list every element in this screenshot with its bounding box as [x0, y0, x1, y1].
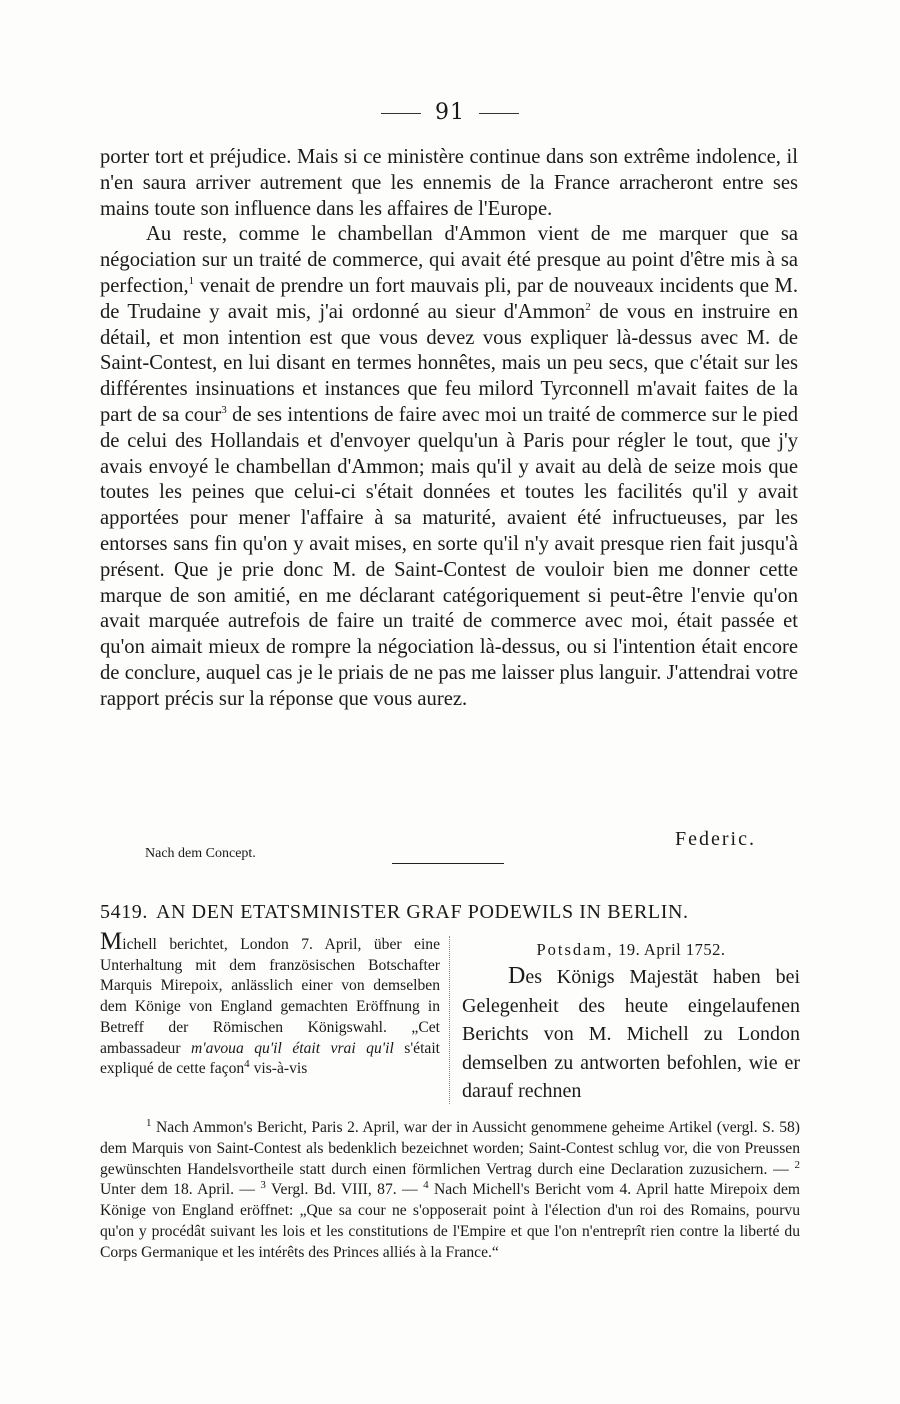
- footnote-ref-2: 2: [585, 300, 591, 313]
- document-title: AN DEN ETATSMINISTER GRAF PODEWILS IN BERLIN.: [156, 901, 689, 923]
- letter-dateline: [462, 938, 800, 962]
- header-dash-left: [381, 113, 421, 114]
- summary-text-3: vis-à-vis: [249, 1060, 308, 1078]
- main-text: [100, 145, 798, 713]
- letter-column: [462, 938, 800, 1106]
- summary-column: [100, 928, 440, 1080]
- summary-text-2: s'était expliqué de cette façon: [100, 1039, 440, 1078]
- main-paragraph-2-part-3: de vous en instruire en détail, et mon intention est que vous devez vous expliquer là-dessus avec M. de Saint-Contest, en lui disant en termes honnêtes, mais un peu secs, que c'était sur les différentes insinuations et instances que feu milord Tyrconnell m'avait faites de la part de sa cour: [100, 300, 799, 426]
- column-divider: [449, 936, 450, 1104]
- letter-initial: D: [508, 963, 526, 989]
- footnote-marker-1: 1: [146, 1116, 152, 1129]
- document-number: 5419.: [100, 901, 148, 923]
- footnote-2-text: Unter dem 18. April. —: [100, 1181, 261, 1199]
- footnote-3-text: Vergl. Bd. VIII, 87. —: [265, 1181, 424, 1199]
- footnote-marker-2: 2: [794, 1158, 800, 1171]
- page-number: 91: [435, 100, 465, 125]
- main-paragraph-2-part-2: venait de prendre un fort mauvais pli, par de nouveaux incidents que M. de Trudaine y avait mis, j'ai ordonné au sieur d'Ammon: [100, 274, 798, 323]
- document-heading: [100, 901, 800, 924]
- footnote-ref-4: 4: [244, 1058, 250, 1071]
- page-header: [0, 100, 900, 125]
- header-dash-right: [479, 113, 519, 114]
- main-paragraph-2-part-1: Au reste, comme le chambellan d'Ammon vient de me marquer que sa négociation sur un traité de commerce, qui avait été presque au point d'être mis à sa perfection,: [100, 223, 798, 297]
- dateline-place: Potsdam,: [536, 940, 614, 959]
- footnotes: [100, 1118, 800, 1264]
- footnote-4-text: Nach Michell's Bericht vom 4. April hatte Mirepoix dem Könige von England eröffnet: „Que sa cour ne s'opposerait point à l'élection d'un roi des Romains, pourvu qu'on y procédât suivant les lois et les constitutions de l'Empire et que l'on n'entreprît rien contre la liberté du Corps Germanique et les intérêts des Princes alliés à la France.“: [100, 1181, 801, 1261]
- main-paragraph-2-part-4: de ses intentions de faire avec moi un traité de commerce sur le pied de celui des Hollandais et d'envoyer quelqu'un à Paris pour régler le tout, que j'y avais envoyé le chambellan d'Ammon; mais qu'il y avait au delà de seize mois que toutes les peines que celui-ci s'était données et toutes les facilités qu'il y avait apportées pour mener l'affaire à sa maturité, avaient été infructueuses, par les entorses sans fin qu'on y avait mises, en sorte qu'il n'y avait presque rien fait jusqu'à présent. Que je prie donc M. de Saint-Contest de vouloir bien me donner cette marque de son amitié, en me déclarant catégoriquement si peut-être l'envie qu'on avait marquée autrefois de faire un traité de commerce avec moi, était passée et qu'on aimait mieux de rompre la négociation là-dessus, ou si l'intention était encore de conclure, auquel cas je le priais de ne pas me laisser plus languir. J'attendrai votre rapport précis sur la réponse que vous aurez.: [100, 403, 798, 710]
- dateline-date: 19. April 1752.: [613, 940, 726, 959]
- letter-text: es Königs Majestät haben bei Gelegenheit des heute eingelaufenen Berichts von M. Michell zu London demselben zu antworten befohlen, wie er darauf rechnen: [462, 966, 800, 1102]
- summary-text-1: ichell berichtet, London 7. April, über eine Unterhaltung mit dem französischen Botschafter Marquis Mirepoix, anlässlich einer von demselben dem Könige von England gemachten Eröffnung in Betreff der Römischen Königswahl. „Cet ambassadeur: [100, 936, 440, 1057]
- footnote-1-text: Nach Ammon's Bericht, Paris 2. April, war der in Aussicht genommene geheime Artikel (vergl. S. 58) dem Marquis von Saint-Contest als bedenklich bezeichnet worden; Saint-Contest schlug vor, die von Preussen gewünschten Handelsvortheile statt durch einen förmlichen Vertrag durch eine Declaration zuzusichern. —: [100, 1119, 800, 1178]
- footnote-ref-3: 3: [221, 404, 227, 417]
- source-note: Nach dem Concept.: [145, 846, 256, 861]
- footnote-marker-4: 4: [423, 1179, 429, 1192]
- footnote-marker-3: 3: [260, 1179, 266, 1192]
- letter-body: [462, 962, 800, 1106]
- section-rule: [392, 863, 504, 864]
- summary-initial: M: [100, 928, 123, 955]
- footnote-ref-1: 1: [188, 275, 195, 288]
- footnote-block: [100, 1118, 800, 1264]
- main-paragraph-2: [100, 222, 798, 712]
- main-paragraph-1: porter tort et préjudice. Mais si ce ministère continue dans son extrême indolence, il n'en saura arriver autrement que les ennemis de la France arracheront entre ses mains toute son influence dans les affaires de l'Europe.: [100, 146, 798, 220]
- summary-text-italic: m'avoua qu'il était vrai qu'il: [191, 1039, 394, 1057]
- signature: Federic.: [675, 828, 756, 850]
